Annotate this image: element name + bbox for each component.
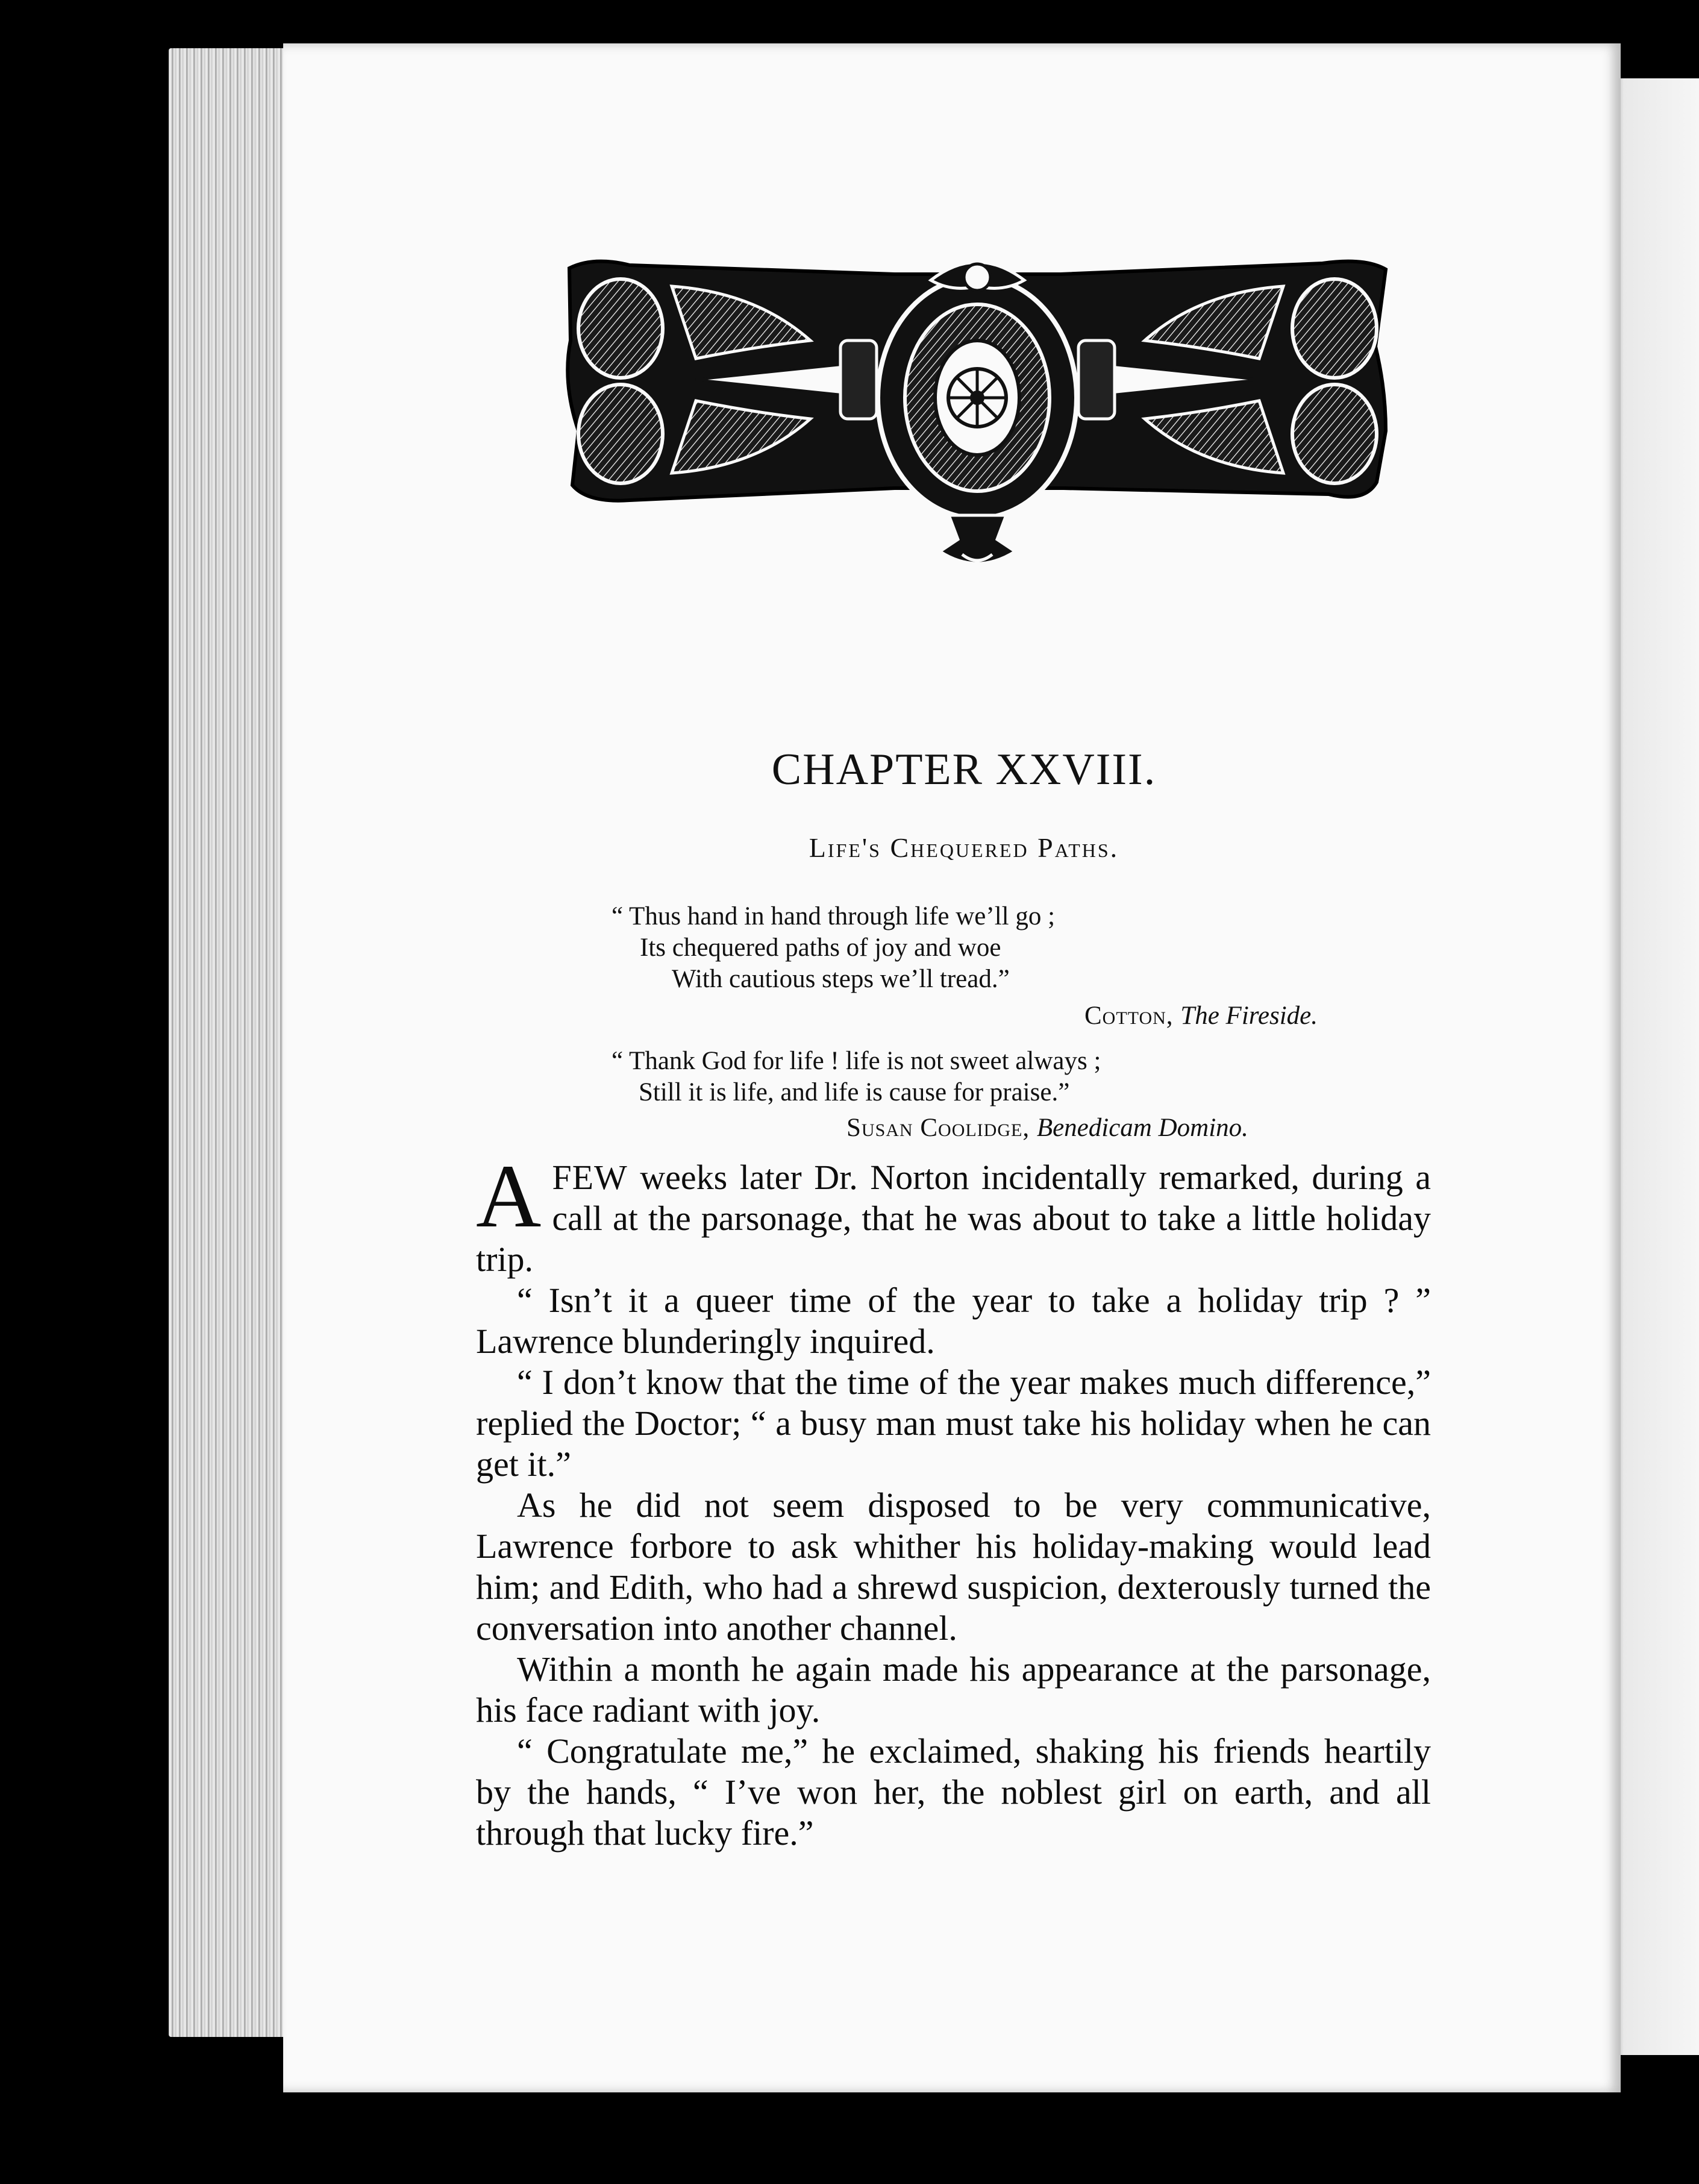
paragraph-text: weeks later Dr. Norton incidentally remarked, during a call at the parsonage, that he was about to take a little holiday trip.: [476, 1158, 1431, 1279]
epigraph-line: Still it is life, and life is cause for praise.”: [639, 1078, 1070, 1106]
epigraph-citation: [846, 1112, 1248, 1144]
epigraph-author: Cotton,: [1084, 1002, 1174, 1030]
chapter-body: [476, 1146, 1431, 1854]
drop-cap: A: [476, 1146, 542, 1246]
epigraph-citation: [1084, 1000, 1318, 1032]
paragraph: “ I don’t know that the time of the year makes much difference,” replied the Doctor; “ a busy man must take his holiday when he can get it.”: [476, 1363, 1431, 1484]
epigraph-work: Benedicam Domino.: [1036, 1114, 1248, 1142]
headpiece-ornament: [557, 250, 1398, 576]
chapter-title: CHAPTER XXVIII.: [771, 745, 1157, 794]
paragraph: [476, 1146, 1431, 1280]
paragraph: Within a month he again made his appearance at the parsonage, his face radiant with joy.: [476, 1649, 1431, 1730]
epigraph-author: Susan Coolidge,: [846, 1114, 1030, 1142]
chapter-subtitle: Life's Chequered Paths.: [809, 832, 1119, 863]
epigraph-line: Its chequered paths of joy and woe: [640, 934, 1001, 962]
epigraph-work: The Fireside.: [1180, 1002, 1318, 1030]
paragraph: “ Congratulate me,” he exclaimed, shaking his friends heartily by the hands, “ I’ve won her, the noblest girl on earth, and all through that lucky fire.”: [476, 1731, 1431, 1853]
epigraph-line: With cautious steps we’ll tread.”: [672, 965, 1010, 993]
paragraph: “ Isn’t it a queer time of the year to take a holiday trip ? ” Lawrence blunderingly inquired.: [476, 1281, 1431, 1361]
epigraph-line: “ Thank God for life ! life is not sweet always ;: [612, 1047, 1101, 1075]
page-edges: [169, 48, 301, 2037]
paragraph: As he did not seem disposed to be very communicative, Lawrence forbore to ask whither his holiday-making would lead him; and Edith, who had a shrewd suspicion, dexterously turned the conversation into another channel.: [476, 1486, 1431, 1648]
epigraph-line: “ Thus hand in hand through life we’ll go ;: [612, 902, 1056, 930]
opening-words: FEW: [552, 1158, 628, 1197]
